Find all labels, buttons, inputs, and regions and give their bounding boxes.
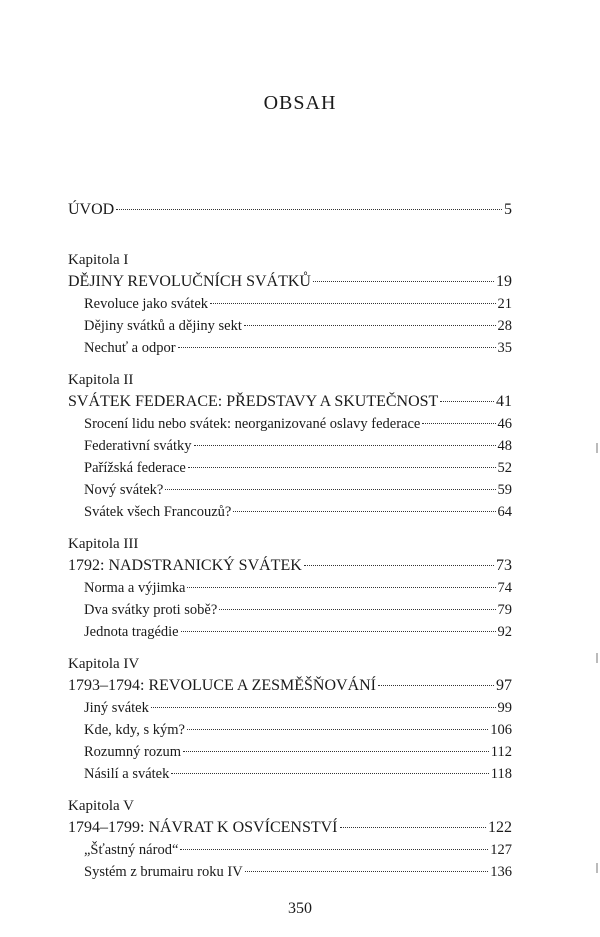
toc-entry-title: Jiný svátek <box>84 700 149 716</box>
toc-entry-title: 1792: NADSTRANICKÝ SVÁTEK <box>68 557 302 574</box>
toc-entry-title: ÚVOD <box>68 201 115 218</box>
toc-entry-title: Násilí a svátek <box>84 766 170 782</box>
toc-entry-page: 28 <box>497 318 512 334</box>
page-title: OBSAH <box>263 92 337 114</box>
toc-entry-page: 127 <box>490 842 512 858</box>
dot-leader <box>219 609 495 610</box>
scan-mark <box>596 653 598 663</box>
section-entry[interactable] <box>68 839 512 861</box>
toc-entry-page: 112 <box>490 744 512 760</box>
chapter-label: Kapitola V <box>68 798 134 814</box>
section-entry[interactable] <box>68 457 512 479</box>
toc-entry-page: 79 <box>497 602 512 618</box>
toc-entry-page: 59 <box>497 482 512 498</box>
toc-entry-title: Kde, kdy, s kým? <box>84 722 185 738</box>
toc-entry-page: 64 <box>497 504 512 520</box>
section-entry[interactable] <box>68 501 512 523</box>
chapter-label: Kapitola IV <box>68 656 140 672</box>
toc-entry-intro[interactable] <box>68 199 512 221</box>
toc-entry-page: 99 <box>497 700 512 716</box>
chapter-title-entry[interactable] <box>68 391 512 413</box>
section-entry[interactable] <box>68 697 512 719</box>
dot-leader <box>422 423 495 424</box>
toc-entry-title: 1793–1794: REVOLUCE A ZESMĚŠŇOVÁNÍ <box>68 677 377 694</box>
toc-entry-page: 74 <box>497 580 512 596</box>
dot-leader <box>178 347 496 348</box>
toc-entry-page: 48 <box>497 438 512 454</box>
dot-leader <box>171 773 488 774</box>
toc-entry-page: 106 <box>490 722 512 738</box>
chapter-label: Kapitola II <box>68 372 134 388</box>
chapter-title-entry[interactable] <box>68 817 512 839</box>
toc-entry-title: Pařížská federace <box>84 460 186 476</box>
section-entry[interactable] <box>68 719 512 741</box>
toc-entry-page: 21 <box>497 296 512 312</box>
toc-entry-page: 41 <box>496 393 512 410</box>
dot-leader <box>245 871 489 872</box>
section-entry[interactable] <box>68 293 512 315</box>
dot-leader <box>313 281 494 282</box>
dot-leader <box>187 587 495 588</box>
toc-entry-title: Revoluce jako svátek <box>84 296 209 312</box>
chapter-label: Kapitola III <box>68 536 139 552</box>
toc-entry-page: 122 <box>488 819 512 836</box>
toc-entry-page: 92 <box>497 624 512 640</box>
toc-entry-title: Svátek všech Francouzů? <box>84 504 232 520</box>
dot-leader <box>181 631 496 632</box>
section-entry[interactable] <box>68 479 512 501</box>
toc-entry-title: 1794–1799: NÁVRAT K OSVÍCENSTVÍ <box>68 819 338 836</box>
page-number: 350 <box>288 900 312 917</box>
toc-entry-page: 35 <box>497 340 512 356</box>
toc-entry-page: 97 <box>496 677 512 694</box>
dot-leader <box>188 467 496 468</box>
toc-entry-title: SVÁTEK FEDERACE: PŘEDSTAVY A SKUTEČNOST <box>68 393 439 410</box>
toc-entry-title: Federativní svátky <box>84 438 192 454</box>
chapter-label: Kapitola I <box>68 252 129 268</box>
section-entry[interactable] <box>68 413 512 435</box>
dot-leader <box>187 729 488 730</box>
dot-leader <box>440 401 494 402</box>
toc-entry-page: 46 <box>497 416 512 432</box>
dot-leader <box>180 849 488 850</box>
section-entry[interactable] <box>68 435 512 457</box>
toc-entry-title: Nový svátek? <box>84 482 164 498</box>
chapter-title-entry[interactable] <box>68 675 512 697</box>
toc-entry-title: Rozumný rozum <box>84 744 182 760</box>
chapter-title-entry[interactable] <box>68 555 512 577</box>
toc-entry-title: Srocení lidu nebo svátek: neorganizované oslavy federace <box>84 416 421 432</box>
dot-leader <box>244 325 496 326</box>
section-entry[interactable] <box>68 763 512 785</box>
scan-mark <box>596 443 598 453</box>
dot-leader <box>183 751 489 752</box>
toc-entry-page: 73 <box>496 557 512 574</box>
toc-entry-page: 118 <box>490 766 512 782</box>
toc-entry-title: „Šťastný národ“ <box>84 842 179 858</box>
toc-entry-title: DĚJINY REVOLUČNÍCH SVÁTKŮ <box>68 273 311 290</box>
section-entry[interactable] <box>68 577 512 599</box>
toc-entry-page: 136 <box>490 864 512 880</box>
toc-entry-page: 5 <box>504 201 512 218</box>
toc-entry-title: Dva svátky proti sobě? <box>84 602 218 618</box>
section-entry[interactable] <box>68 315 512 337</box>
section-entry[interactable] <box>68 861 512 883</box>
section-entry[interactable] <box>68 621 512 643</box>
toc-entry-page: 52 <box>497 460 512 476</box>
dot-leader <box>116 209 502 210</box>
dot-leader <box>210 303 495 304</box>
toc-entry-title: Norma a výjimka <box>84 580 186 596</box>
dot-leader <box>194 445 496 446</box>
dot-leader <box>151 707 496 708</box>
scan-mark <box>596 863 598 873</box>
table-of-contents <box>68 199 512 883</box>
toc-entry-title: Systém z brumairu roku IV <box>84 864 243 880</box>
toc-entry-title: Dějiny svátků a dějiny sekt <box>84 318 242 334</box>
section-entry[interactable] <box>68 337 512 359</box>
dot-leader <box>233 511 495 512</box>
dot-leader <box>304 565 494 566</box>
chapter-title-entry[interactable] <box>68 271 512 293</box>
toc-entry-title: Nechuť a odpor <box>84 340 176 356</box>
toc-entry-title: Jednota tragédie <box>84 624 179 640</box>
section-entry[interactable] <box>68 741 512 763</box>
section-entry[interactable] <box>68 599 512 621</box>
dot-leader <box>165 489 495 490</box>
toc-entry-page: 19 <box>496 273 512 290</box>
dot-leader <box>378 685 494 686</box>
dot-leader <box>340 827 487 828</box>
chapter-list <box>68 249 512 883</box>
